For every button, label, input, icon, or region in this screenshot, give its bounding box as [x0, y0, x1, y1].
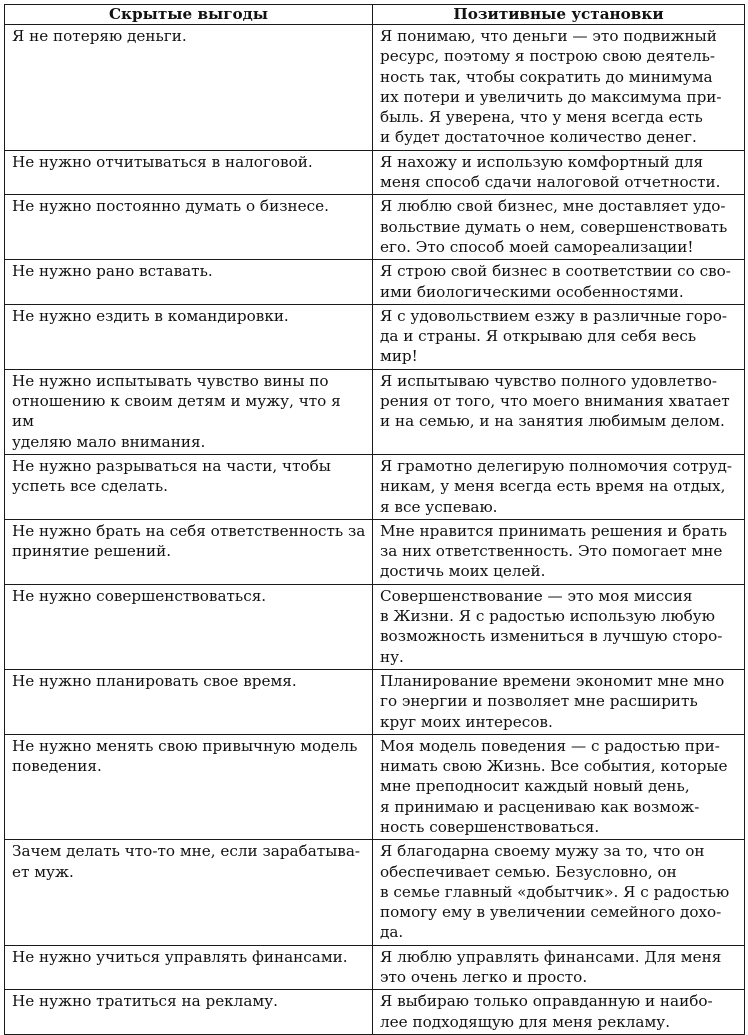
positive-belief-cell [373, 369, 745, 454]
cell-text-line: обеспечивает семью. Безусловно, он [380, 862, 677, 881]
table-row [5, 840, 745, 945]
positive-belief-cell [373, 584, 745, 669]
cell-text-line: да. [380, 923, 404, 942]
hidden-benefit-cell [5, 454, 373, 519]
positive-belief-cell [373, 669, 745, 734]
table-row [5, 584, 745, 669]
cell-text-line: поведения. [12, 757, 102, 776]
cell-text-line: быль. Я уверена, что у меня всегда есть [380, 108, 703, 127]
cell-text-line: за них ответственность. Это помогает мне [380, 542, 723, 561]
cell-text-line: нимать свою Жизнь. Все события, которые [380, 757, 728, 776]
positive-belief-cell [373, 734, 745, 839]
cell-text-line: никам, у меня всегда есть время на отдых, [380, 477, 726, 496]
cell-text-line: Совершенствование — это моя миссия [380, 586, 693, 605]
cell-text-line: го энергии и позволяет мне расширить [380, 692, 698, 711]
cell-text-line: Я выбираю только оправданную и наибо- [380, 992, 713, 1011]
table-row [5, 369, 745, 454]
cell-text-line: Я понимаю, что деньги — это подвижный [380, 27, 717, 45]
table-row [5, 304, 745, 369]
cell-text-line: вольствие думать о нем, совершенствовать [380, 217, 728, 236]
positive-belief-cell [373, 195, 745, 260]
cell-text-line: да и страны. Я открываю для себя весь [380, 327, 697, 346]
cell-text-line: Я грамотно делегирую полномочия сотруд- [380, 456, 732, 475]
cell-text-line: Не нужно отчитываться в налоговой. [12, 152, 313, 171]
hidden-benefit-cell [5, 519, 373, 584]
hidden-benefit-cell [5, 734, 373, 839]
cell-text-line: Я люблю управлять финансами. Для меня [380, 947, 722, 966]
positive-belief-cell [373, 945, 745, 990]
positive-belief-cell [373, 990, 745, 1035]
table-row [5, 195, 745, 260]
cell-text-line: Не нужно планировать свое время. [12, 671, 297, 690]
cell-text-line: достичь моих целей. [380, 562, 546, 581]
cell-text-line: Я испытываю чувство полного удовлетво- [380, 371, 717, 390]
hidden-benefit-cell [5, 584, 373, 669]
cell-text-line: рения от того, что моего внимания хватает [380, 392, 730, 411]
cell-text-line: Я нахожу и использую комфортный для [380, 152, 704, 171]
hidden-benefit-cell [5, 945, 373, 990]
hidden-benefit-cell [5, 840, 373, 945]
cell-text-line: я все успеваю. [380, 497, 498, 516]
table-header-row [5, 5, 745, 25]
cell-text-line: Не нужно ездить в командировки. [12, 306, 289, 325]
table-row [5, 260, 745, 305]
hidden-benefit-cell [5, 150, 373, 195]
table-row [5, 25, 745, 151]
cell-text-line: Не нужно тратиться на рекламу. [12, 992, 278, 1011]
cell-text-line: возможность измениться в лучшую сторо- [380, 627, 723, 646]
cell-text-line: ность совершенствоваться. [380, 817, 600, 836]
hidden-benefit-cell [5, 669, 373, 734]
hidden-benefit-cell [5, 195, 373, 260]
positive-belief-cell [373, 150, 745, 195]
cell-text-line: Моя модель поведения — с радостью при- [380, 736, 720, 755]
cell-text-line: лее подходящую для меня рекламу. [380, 1012, 671, 1031]
positive-belief-cell [373, 25, 745, 151]
cell-text-line: меня способ сдачи налоговой отчетности. [380, 173, 721, 192]
cell-text-line: мир! [380, 347, 418, 366]
cell-text-line: принятие решений. [12, 542, 172, 561]
hidden-benefit-cell [5, 260, 373, 305]
cell-text-line: Не нужно совершенствоваться. [12, 586, 267, 605]
cell-text-line: Я строю свой бизнес в соответствии со сво- [380, 262, 731, 281]
cell-text-line: Я люблю свой бизнес, мне доставляет удо- [380, 197, 726, 216]
table-row [5, 454, 745, 519]
cell-text-line: Не нужно постоянно думать о бизнесе. [12, 197, 329, 216]
header-hidden-benefits: Скрытые выгоды [5, 5, 373, 25]
cell-text-line: круг моих интересов. [380, 712, 553, 731]
cell-text-line: ими биологическими особенностями. [380, 282, 684, 301]
cell-text-line: Не нужно разрываться на части, чтобы [12, 456, 331, 475]
cell-text-line: Я благодарна своему мужу за то, что он [380, 842, 705, 861]
cell-text-line: их потери и увеличить до максимума при- [380, 87, 722, 106]
cell-text-line: его. Это способ моей самореализации! [380, 237, 694, 256]
cell-text-line: ет муж. [12, 862, 74, 881]
cell-text-line: и на семью, и на занятия любимым делом. [380, 412, 725, 431]
cell-text-line: Я не потеряю деньги. [12, 27, 187, 45]
cell-text-line: в семье главный «добытчик». Я с радостью [380, 882, 730, 901]
table-row [5, 990, 745, 1035]
cell-text-line: Я с удовольствием езжу в различные горо- [380, 306, 728, 325]
cell-text-line: Не нужно менять свою привычную модель [12, 736, 358, 755]
hidden-benefit-cell [5, 990, 373, 1035]
cell-text-line: это очень легко и просто. [380, 968, 588, 987]
cell-text-line: Мне нравится принимать решения и брать [380, 521, 727, 540]
positive-belief-cell [373, 519, 745, 584]
cell-text-line: в Жизни. Я с радостью использую любую [380, 607, 715, 626]
positive-belief-cell [373, 304, 745, 369]
cell-text-line: ресурс, поэтому я построю свою деятель- [380, 47, 716, 66]
benefits-beliefs-table [4, 4, 745, 1035]
hidden-benefit-cell [5, 304, 373, 369]
cell-text-line: Не нужно рано вставать. [12, 262, 213, 281]
cell-text-line: успеть все сделать. [12, 477, 168, 496]
cell-text-line: мне преподносит каждый новый день, [380, 777, 690, 796]
header-positive-beliefs: Позитивные установки [373, 5, 745, 25]
positive-belief-cell [373, 260, 745, 305]
positive-belief-cell [373, 454, 745, 519]
hidden-benefit-cell [5, 369, 373, 454]
cell-text-line: я принимаю и расцениваю как возмож- [380, 797, 700, 816]
table-row [5, 150, 745, 195]
cell-text-line: Не нужно испытывать чувство вины по [12, 371, 329, 390]
table-row [5, 734, 745, 839]
cell-text-line: помогу ему в увеличении семейного дохо- [380, 903, 722, 922]
cell-text-line: и будет достаточное количество денег. [380, 128, 697, 147]
positive-belief-cell [373, 840, 745, 945]
cell-text-line: уделяю мало внимания. [12, 432, 206, 451]
cell-text-line: Не нужно учиться управлять финансами. [12, 947, 348, 966]
cell-text-line: ну. [380, 647, 404, 666]
table-row [5, 519, 745, 584]
table-row [5, 669, 745, 734]
cell-text-line: Не нужно брать на себя ответственность за [12, 521, 366, 540]
cell-text-line: Зачем делать что-то мне, если зарабатыва- [12, 842, 361, 861]
table-row [5, 945, 745, 990]
cell-text-line: ность так, чтобы сократить до минимума [380, 67, 713, 86]
cell-text-line: Планирование времени экономит мне мно [380, 671, 725, 690]
cell-text-line: отношению к своим детям и мужу, что я им [12, 392, 341, 431]
table-body [5, 25, 745, 1035]
hidden-benefit-cell [5, 25, 373, 151]
